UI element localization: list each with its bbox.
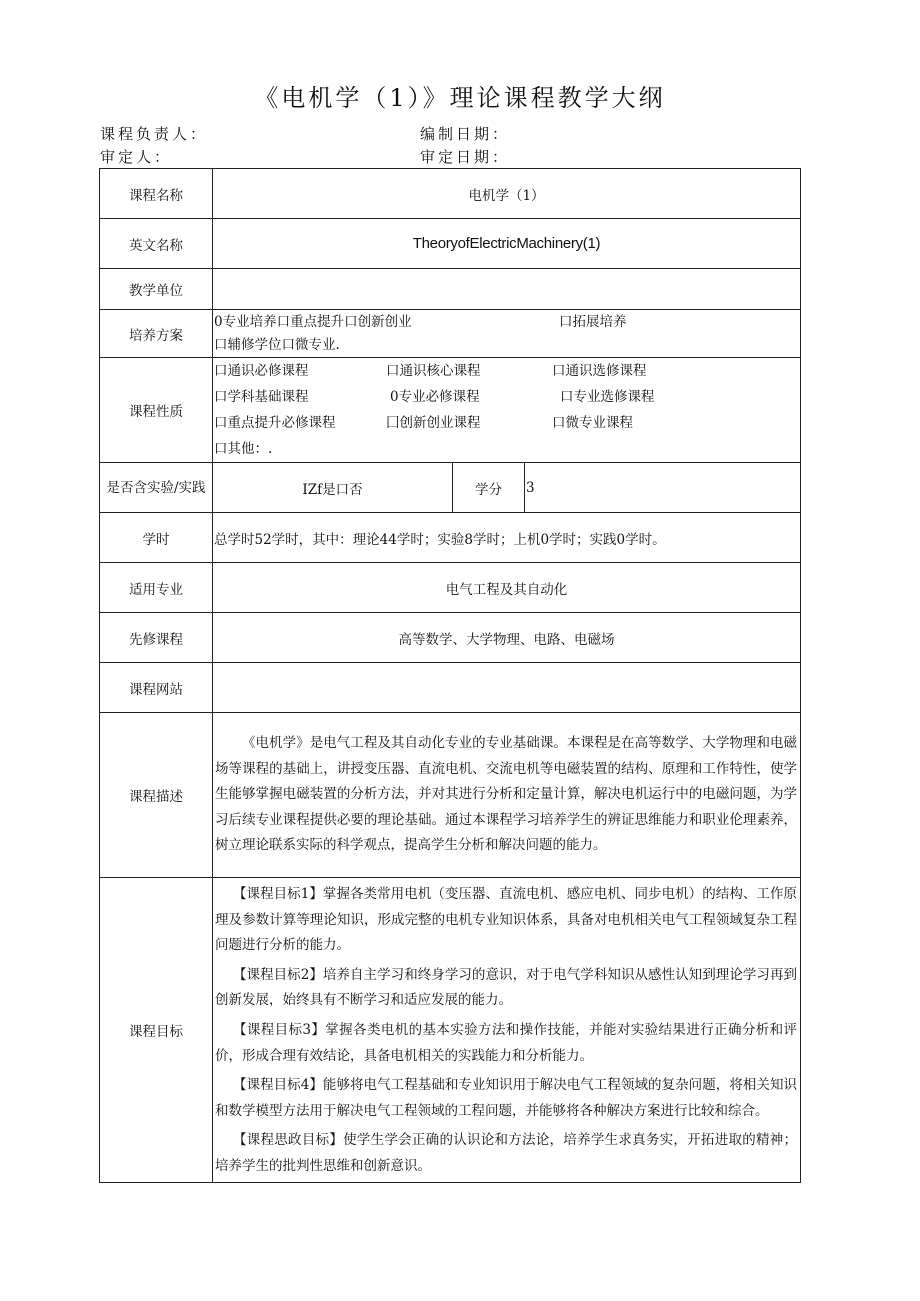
page-title: 《电机学（1）》理论课程教学大纲	[254, 84, 666, 112]
row-course-nature	[100, 358, 801, 463]
credit-label: 学分	[453, 463, 525, 513]
objective-item: 【课程目标4】能够将电气工程基础和专业知识用于解决电气工程领域的复杂问题，将相关知识和数学模型方法用于解决电气工程领域的工程问题，并能够将各种解决方案进行比较和综合。	[215, 1077, 798, 1119]
row-objectives	[100, 878, 801, 1183]
website-value	[213, 663, 801, 713]
english-name-label: 英文名称	[100, 219, 213, 269]
nature-option: 口专业选修课程	[560, 389, 655, 405]
reviewer-label: 审定人：	[100, 148, 173, 166]
experiment-label: 是否含实验/实践	[100, 463, 213, 513]
training-plan-line1-b: 口拓展培养	[559, 313, 627, 330]
objective-item: 【课程思政目标】使学生学会正确的认识论和方法论，培养学生求真务实，开拓进取的精神；培养学生的批判性思维和创新意识。	[215, 1132, 798, 1174]
nature-option: 0专业必修课程	[390, 389, 480, 405]
objectives-cell	[213, 878, 801, 1183]
nature-option: 口通识选修课程	[552, 363, 647, 379]
teaching-unit-value	[213, 269, 801, 310]
nature-option: 囗创新创业课程	[386, 415, 481, 431]
row-website	[100, 663, 801, 713]
row-training-plan	[100, 310, 801, 358]
row-teaching-unit	[100, 269, 801, 310]
objectives-label: 课程目标	[100, 878, 213, 1183]
owner-label: 课程负责人：	[100, 125, 209, 143]
row-course-name	[100, 169, 801, 219]
description-text: 《电机学》是电气工程及其自动化专业的专业基础课。本课程是在高等数学、大学物理和电磁场等课程的基础上，讲授变压器、直流电机、交流电机等电磁装置的结构、原理和工作特性，使学生能够掌握电磁装置的分析方法，并对其进行分析和定量计算，解决电机运行中的电磁问题，为学习后续专业课程提供必要的理论基础。通过本课程学习培养学生的辨证思维能力和职业伦理素养，树立理论联系实际的科学观点，提高学生分析和解决问题的能力。	[215, 735, 798, 854]
hours-value: 总学时52学时，其中：理论44学时；实验8学时；上机0学时；实践0学时。	[213, 513, 801, 563]
course-name-label: 课程名称	[100, 169, 213, 219]
review-date-label: 审定日期：	[420, 148, 511, 166]
training-plan-line1-a: 0专业培养口重点提升口创新创业	[214, 313, 412, 330]
row-description	[100, 713, 801, 878]
nature-option: 口微专业课程	[552, 415, 633, 431]
nature-option: 口通识核心课程	[386, 363, 481, 379]
website-label: 课程网站	[100, 663, 213, 713]
major-label: 适用专业	[100, 563, 213, 613]
major-value: 电气工程及其自动化	[213, 563, 801, 613]
objective-item: 【课程目标1】掌握各类常用电机（变压器、直流电机、感应电机、同步电机）的结构、工作原理及参数计算等理论知识，形成完整的电机专业知识体系，具备对电机相关电气工程领域复杂工程问题进行分析的能力。	[215, 886, 798, 954]
row-experiment	[100, 463, 801, 513]
training-plan-options	[213, 310, 801, 358]
english-name-value: TheoryofElectricMachinery(1)	[213, 219, 801, 269]
nature-option: 口学科基础课程	[214, 389, 309, 405]
nature-option: 口重点提升必修课程	[214, 415, 336, 431]
course-nature-options	[213, 358, 801, 463]
objective-item: 【课程目标3】掌握各类电机的基本实验方法和操作技能，并能对实验结果进行正确分析和评价，形成合理有效结论，具备电机相关的实践能力和分析能力。	[215, 1021, 798, 1064]
course-name-value: 电机学（1）	[213, 169, 801, 219]
credit-value: 3	[525, 463, 801, 513]
description-cell	[213, 713, 801, 878]
row-hours	[100, 513, 801, 563]
training-plan-line2: 口辅修学位口微专业.	[214, 336, 340, 353]
compile-date-label: 编制日期：	[420, 125, 511, 143]
description-label: 课程描述	[100, 713, 213, 878]
row-english-name	[100, 219, 801, 269]
training-plan-label: 培养方案	[100, 310, 213, 358]
row-prereq	[100, 613, 801, 663]
teaching-unit-label: 教学单位	[100, 269, 213, 310]
syllabus-table	[99, 168, 801, 1183]
hours-label: 学时	[100, 513, 213, 563]
objective-item: 【课程目标2】培养自主学习和终身学习的意识，对于电气学科知识从感性认知到理论学习再到创新发展，始终具有不断学习和适应发展的能力。	[215, 966, 798, 1009]
nature-option: 口其他：.	[214, 441, 273, 457]
row-major	[100, 563, 801, 613]
prereq-value: 高等数学、大学物理、电路、电磁场	[213, 613, 801, 663]
experiment-value: IZf是口否	[213, 463, 453, 513]
course-nature-label: 课程性质	[100, 358, 213, 463]
nature-option: 口通识必修课程	[214, 363, 309, 379]
prereq-label: 先修课程	[100, 613, 213, 663]
